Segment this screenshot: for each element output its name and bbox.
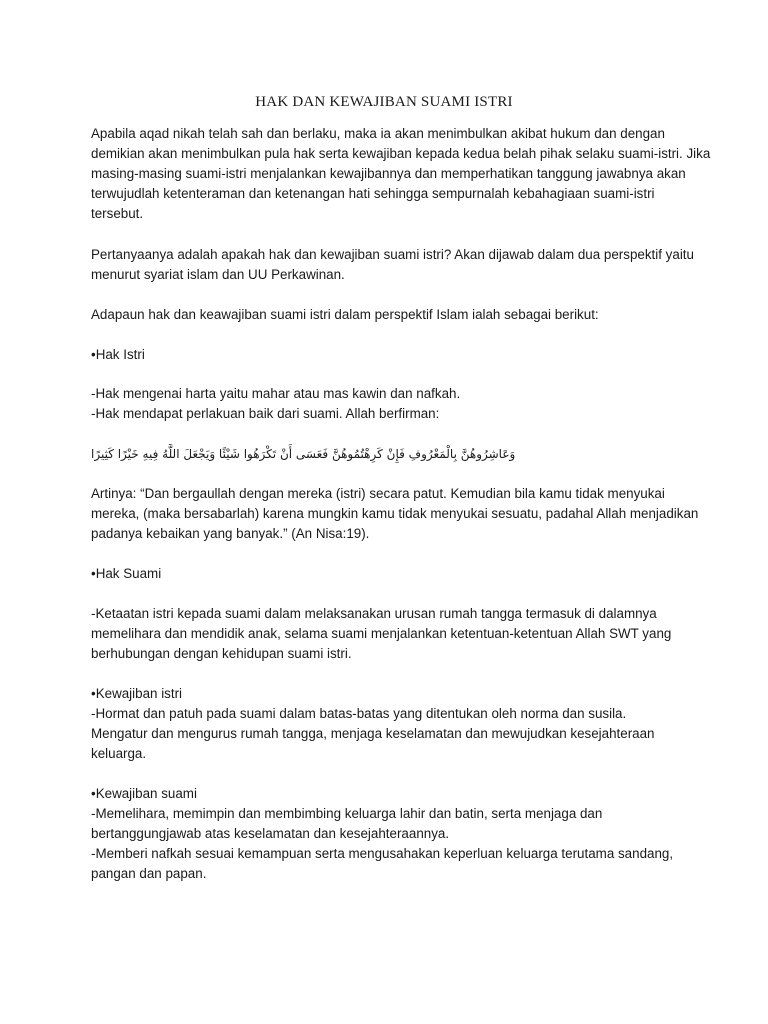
hak-istri-item-2: -Hak mendapat perlakuan baik dari suami. Allah berfirman:: [91, 406, 440, 421]
paragraph-1-line-4: terwujudlah ketenteraman dan ketenangan hati sehingga sempurnalah kebahagiaan suami-istri: [91, 186, 655, 201]
heading-kewajiban-suami: •Kewajiban suami: [91, 786, 197, 801]
document-title: HAK DAN KEWAJIBAN SUAMI ISTRI: [255, 94, 513, 110]
hak-suami-line-3: berhubungan dengan kehidupan suami istri.: [91, 646, 352, 661]
paragraph-1-line-1: Apabila aqad nikah telah sah dan berlaku, maka ia akan menimbulkan akibat hukum dan dengan: [91, 126, 665, 141]
translation-line-2: mereka, (maka bersabarlah) karena mungkin kamu tidak menyukai sesuatu, padahal Allah menjadikan: [91, 506, 699, 521]
kewajiban-istri-line-2: Mengatur dan mengurus rumah tangga, menjaga keselamatan dan mewujudkan kesejahteraan: [91, 726, 655, 741]
paragraph-2-line-2: menurut syariat islam dan UU Perkawinan.: [91, 267, 345, 282]
translation-line-1: Artinya: “Dan bergaullah dengan mereka (istri) secara patut. Kemudian bila kamu tidak menyukai: [91, 486, 665, 501]
hak-istri-item-1: -Hak mengenai harta yaitu mahar atau mas kawin dan nafkah.: [91, 386, 461, 401]
hak-suami-line-2: memelihara dan mendidik anak, selama suami menjalankan ketentuan-ketentuan Allah SWT yang: [91, 626, 672, 641]
paragraph-1-line-3: masing-masing suami-istri menjalankan kewajibannya dan memperhatikan tanggung jawabnya akan: [91, 166, 686, 181]
kewajiban-suami-line-2: bertanggungjawab atas keselamatan dan kesejahteraannya.: [91, 826, 450, 841]
hak-suami-line-1: -Ketaatan istri kepada suami dalam melaksanakan urusan rumah tangga termasuk di dalamnya: [91, 606, 657, 621]
paragraph-1-line-2: demikian akan menimbulkan pula hak serta kewajiban kepada kedua belah pihak selaku suami-istri. Jika: [91, 146, 711, 161]
kewajiban-suami-line-1: -Memelihara, memimpin dan membimbing keluarga lahir dan batin, serta menjaga dan: [91, 806, 603, 821]
heading-kewajiban-istri: •Kewajiban istri: [91, 686, 183, 701]
heading-hak-istri: •Hak Istri: [91, 347, 145, 362]
kewajiban-suami-line-3: -Memberi nafkah sesuai kemampuan serta mengusahakan keperluan keluarga terutama sandang,: [91, 846, 674, 861]
arabic-verse: وَعَاشِرُوهُنَّ بِالْمَعْرُوفِ فَإِنْ كَرِهْتُمُوهُنَّ فَعَسَى أَنْ تَكْرَهُوا شَيْئًا وَيَجْعَلَ اللَّهُ فِيهِ خَيْرًا كَثِيرًا: [91, 447, 516, 461]
paragraph-1-line-5: tersebut.: [91, 206, 144, 221]
kewajiban-istri-line-3: keluarga.: [91, 746, 147, 761]
kewajiban-istri-line-1: -Hormat dan patuh pada suami dalam batas-batas yang ditentukan oleh norma dan susila.: [91, 706, 627, 721]
heading-hak-suami: •Hak Suami: [91, 566, 162, 581]
paragraph-3-line-1: Adapaun hak dan keawajiban suami istri dalam perspektif Islam ialah sebagai berikut:: [91, 307, 599, 322]
paragraph-2-line-1: Pertanyaanya adalah apakah hak dan kewajiban suami istri? Akan dijawab dalam dua perspektif yaitu: [91, 247, 694, 262]
kewajiban-suami-line-4: pangan dan papan.: [91, 866, 207, 881]
translation-line-3: padanya kebaikan yang banyak.” (An Nisa:19).: [91, 526, 370, 541]
